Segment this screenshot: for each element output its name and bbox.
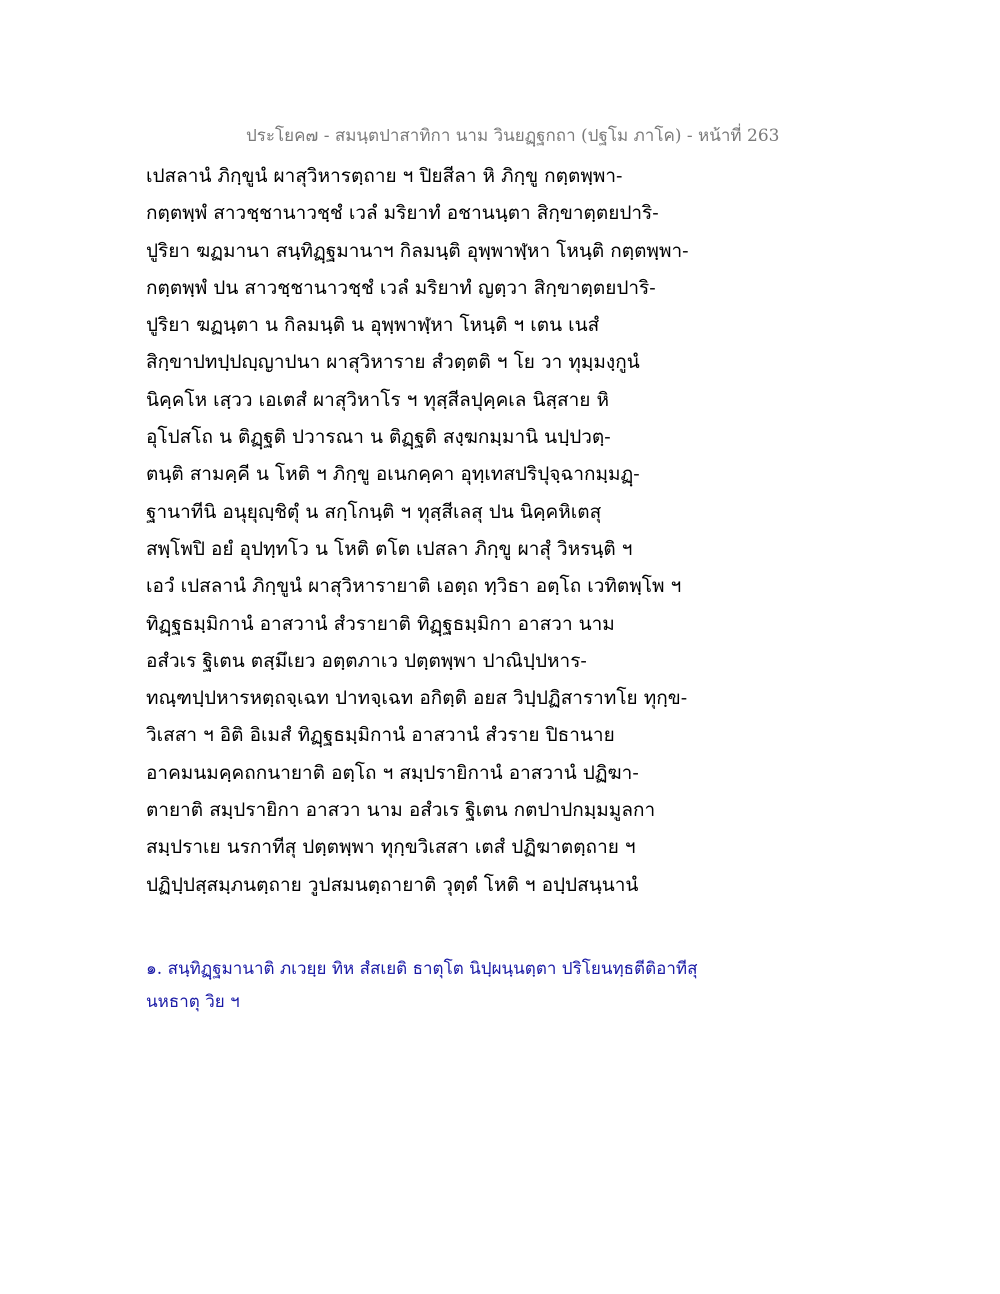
text-line: เอวํ เปสลานํ ภิกฺขูนํ ผาสุวิหารายาติ เอตฺถ ทฺวิธา อตฺโถ เวทิตพฺโพ ฯ bbox=[146, 575, 682, 598]
footnote-line: ๑. สนฺทิฏฺฐมานาติ ภเวยฺย ทิห สํสเยติ ธาตุโต นิปฺผนฺนตฺตา ปริโยนทฺธตีติอาทีสุ bbox=[146, 959, 698, 979]
text-line: สพฺโพปิ อยํ อุปทฺทโว น โหติ ตโต เปสลา ภิกฺขู ผาสุํ วิหรนฺติ ฯ bbox=[146, 537, 633, 560]
text-line: อสํวเร ฐิเตน ตสฺมึเยว อตฺตภาเว ปตฺตพฺพา ปาณิปฺปหาร- bbox=[146, 649, 587, 672]
text-line: ปฏิปฺปสฺสมฺภนตฺถาย วูปสมนตฺถายาติ วุตฺตํ โหติ ฯ อปฺปสนฺนานํ bbox=[146, 873, 639, 896]
text-line: ปูริยา ฆฏมานา สนฺทิฏฺฐมานาฯ กิลมนฺติ อุพฺพาฬฺหา โหนฺติ กตฺตพฺพา- bbox=[146, 239, 689, 262]
text-line: กตฺตพฺพํ ปน สาวชฺชานาวชฺชํ เวลํ มริยาทํ ญตฺวา สิกฺขาตฺตยปาริ- bbox=[146, 276, 656, 299]
text-line: ฐานาทีนิ อนุยุญฺชิตุํ น สกฺโกนฺติ ฯ ทุสฺสีเลสุ ปน นิคฺคหิเตสุ bbox=[146, 500, 602, 523]
text-line: เปสลานํ ภิกฺขูนํ ผาสุวิหารตฺถาย ฯ ปิยสีลา หิ ภิกฺขู กตฺตพฺพา- bbox=[146, 165, 623, 187]
text-line: ทณฺฑปฺปหารหตฺถจฺเฉท ปาทจฺเฉท อกิตฺติ อยส วิปฺปฏิสาราทโย ทุกฺข- bbox=[146, 687, 688, 710]
text-line: สมฺปราเย นรกาทีสุ ปตฺตพฺพา ทุกฺขวิเสสา เตสํ ปฏิฆาตตฺถาย ฯ bbox=[146, 836, 636, 859]
text-line: ทิฏฺฐธมฺมิกานํ อาสวานํ สํวรายาติ ทิฏฺฐธมฺมิกา อาสวา นาม bbox=[146, 612, 615, 635]
text-line: อุโปสโถ น ติฏฺฐติ ปวารณา น ติฏฺฐติ สงฺฆกมฺมานิ นปฺปวตฺ- bbox=[146, 426, 611, 449]
text-line: ตายาติ สมฺปรายิกา อาสวา นาม อสํวเร ฐิเตน กตปาปกมฺมมูลกา bbox=[146, 799, 656, 822]
footnotes bbox=[146, 953, 706, 1019]
text-line: กตฺตพฺพํ สาวชฺชานาวชฺชํ เวลํ มริยาทํ อชานนฺตา สิกฺขาตฺตยปาริ- bbox=[146, 202, 659, 225]
text-line: ปูริยา ฆฏนฺตา น กิลมนฺติ น อุพฺพาฬฺหา โหนฺติ ฯ เตน เนสํ bbox=[146, 314, 600, 337]
text-line: นิคฺคโห เสฺวว เอเตสํ ผาสุวิหาโร ฯ ทุสฺสีลปุคฺคเล นิสฺสาย หิ bbox=[146, 388, 610, 411]
text-line: วิเสสา ฯ อิติ อิเมสํ ทิฏฺฐธมฺมิกานํ อาสวานํ สํวราย ปิธานาย bbox=[146, 724, 615, 747]
text-line: อาคมนมคฺคถกนายาติ อตฺโถ ฯ สมฺปรายิกานํ อาสวานํ ปฏิฆา- bbox=[146, 761, 639, 784]
body-text bbox=[146, 158, 706, 904]
footnote-line: นหธาตุ วิย ฯ bbox=[146, 992, 240, 1012]
text-line: ตนฺติ สามคฺคี น โหติ ฯ ภิกฺขู อเนกคฺคา อุทฺเทสปริปุจฺฉากมฺมฏฺ- bbox=[146, 463, 640, 486]
text-line: สิกฺขาปทปฺปญฺญาปนา ผาสุวิหาราย สํวตฺตติ ฯ โย วา ทุมฺมงฺกูนํ bbox=[146, 351, 640, 374]
page-header: ประโยค๗ - สมนฺตปาสาทิกา นาม วินยฏฺฐกถา (ปฐโม ภาโค) - หน้าที่ 263 bbox=[246, 126, 780, 146]
